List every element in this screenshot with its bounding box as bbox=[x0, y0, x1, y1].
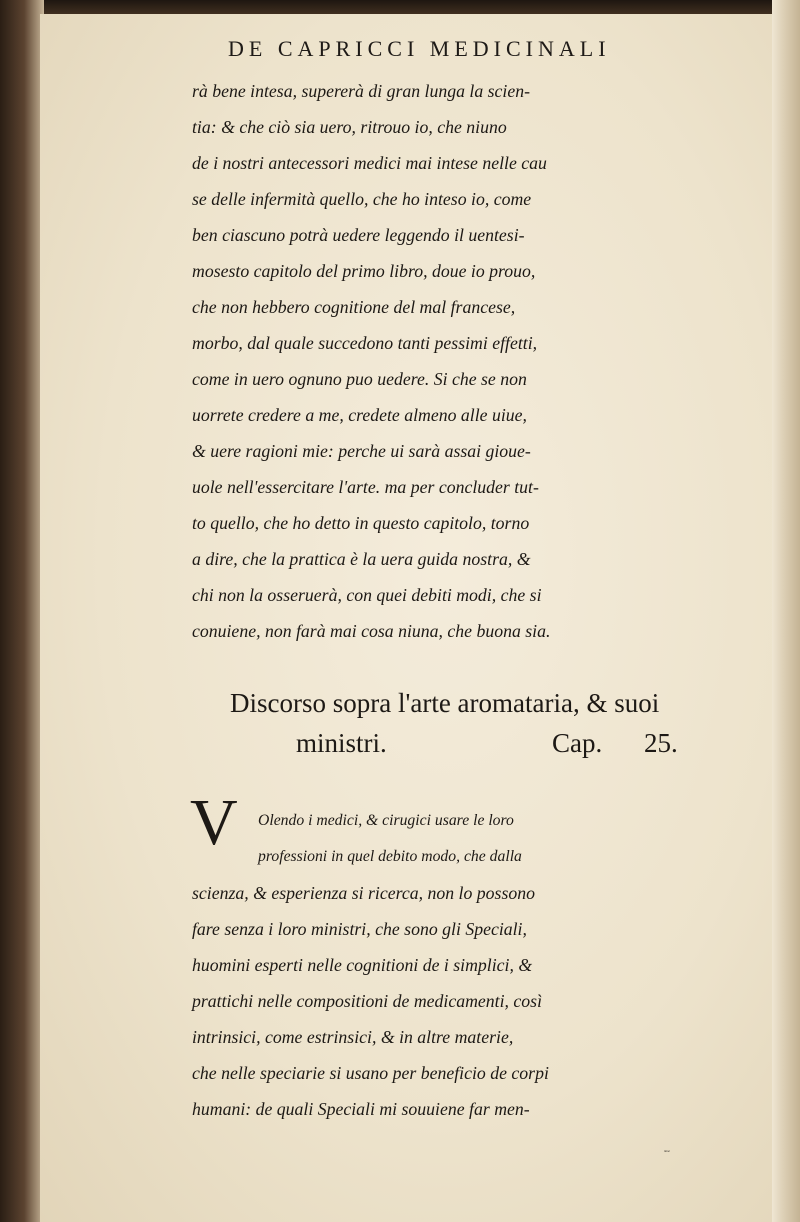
chapter-heading-line2: ministri. bbox=[296, 728, 387, 758]
text-line: uole nell'essercitare l'arte. ma per concluder tut- bbox=[192, 477, 539, 497]
text-line: se delle infermità quello, che ho inteso io, come bbox=[192, 189, 532, 209]
text-line: uorrete credere a me, credete almeno alle uiue, bbox=[192, 405, 527, 425]
text-line: & uere ragioni mie: perche ui sarà assai gioue- bbox=[192, 441, 531, 461]
text-line: scienza, & esperienza si ricerca, non lo possono bbox=[192, 883, 535, 903]
binding-left-edge bbox=[0, 0, 44, 1222]
text-line: tia: & che ciò sia uero, ritrouo io, che niuno bbox=[192, 117, 507, 137]
text-line: morbo, dal quale succedono tanti pessimi effetti, bbox=[192, 333, 538, 353]
text-line: che non hebbero cognitione del mal francese, bbox=[192, 297, 516, 317]
text-line: conuiene, non farà mai cosa niuna, che buona sia. bbox=[192, 621, 551, 641]
text-line: Olendo i medici, & cirugici usare le loro bbox=[258, 812, 514, 829]
text-line: che nelle speciarie si usano per beneficio de corpi bbox=[192, 1063, 549, 1083]
chapter-heading-line1: Discorso sopra l'arte aromataria, & suoi bbox=[230, 688, 660, 718]
text-line: fare senza i loro ministri, che sono gli Speciali, bbox=[192, 919, 527, 939]
running-header: DE CAPRICCI MEDICINALI bbox=[228, 36, 611, 61]
text-line: huomini esperti nelle cognitioni de i simplici, & bbox=[192, 955, 533, 975]
text-line: humani: de quali Speciali mi souuiene far men- bbox=[192, 1099, 530, 1119]
drop-cap: V bbox=[190, 786, 238, 859]
text-line: ben ciascuno potrà uedere leggendo il uentesi- bbox=[192, 225, 525, 245]
chapter-cap-label: Cap. bbox=[552, 728, 603, 758]
text-line: come in uero ognuno puo uedere. Si che se non bbox=[192, 369, 527, 389]
catchword: tione bbox=[664, 1149, 670, 1153]
chapter-cap-number: 25. bbox=[644, 728, 678, 758]
text-line: to quello, che ho detto in questo capitolo, torno bbox=[192, 513, 530, 533]
text-line: chi non la osseruerà, con quei debiti modi, che si bbox=[192, 585, 542, 605]
text-line: a dire, che la prattica è la uera guida nostra, & bbox=[192, 549, 531, 569]
text-line: intrinsici, come estrinsici, & in altre materie, bbox=[192, 1027, 514, 1047]
text-line: mosesto capitolo del primo libro, doue io prouo, bbox=[192, 261, 536, 281]
text-line: prattichi nelle compositioni de medicamenti, così bbox=[192, 991, 542, 1011]
text-line: professioni in quel debito modo, che dalla bbox=[258, 848, 522, 865]
text-line: de i nostri antecessori medici mai intese nelle cau bbox=[192, 153, 547, 173]
text-line: rà bene intesa, supererà di gran lunga la scien- bbox=[192, 81, 531, 101]
